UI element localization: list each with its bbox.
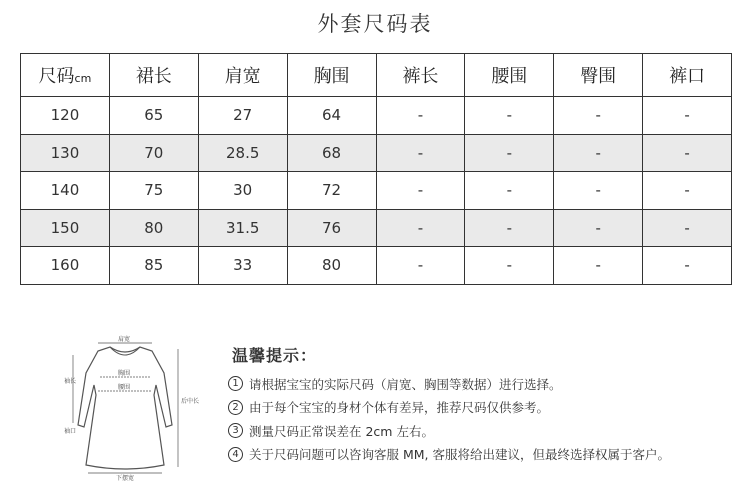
header-chest: 胸围 [287,54,376,97]
header-shoulder: 肩宽 [198,54,287,97]
back-length-label: 后中长 [181,398,200,405]
table-cell: - [643,97,732,135]
table-cell: - [643,172,732,210]
table-row [21,247,732,285]
header-size: 尺码cm [21,54,110,97]
table-cell: - [376,209,465,247]
garment-measurement-diagram [60,333,200,483]
table-cell: - [376,172,465,210]
table-cell: - [465,209,554,247]
table-cell: 31.5 [198,209,287,247]
tip-item [228,443,670,467]
table-cell: - [643,247,732,285]
table-cell: - [554,209,643,247]
table-cell: - [465,172,554,210]
table-cell: - [643,209,732,247]
tip-item [228,372,670,396]
table-cell: 76 [287,209,376,247]
waist-label: 腰围 [118,384,131,391]
table-cell: 120 [21,97,110,135]
table-row [21,209,732,247]
sleeve-label: 袖长 [64,378,77,385]
hem-label: 下摆宽 [116,475,135,482]
header-dress-length: 裙长 [109,54,198,97]
chest-label: 胸围 [118,370,131,377]
table-cell: 64 [287,97,376,135]
table-cell: - [554,97,643,135]
tip-text: 关于尺码问题可以咨询客服 MM, 客服将给出建议，但最终选择权属于客户。 [249,447,670,463]
table-row [21,172,732,210]
table-cell: 150 [21,209,110,247]
table-cell: 28.5 [198,134,287,172]
header-leg-opening: 裤口 [643,54,732,97]
table-cell: 80 [109,209,198,247]
table-row [21,134,732,172]
table-cell: 72 [287,172,376,210]
size-unit: cm [74,72,92,85]
table-cell: 27 [198,97,287,135]
table-row [21,97,732,135]
tips-title: 温馨提示： [232,346,318,365]
table-cell: - [643,134,732,172]
table-cell: - [465,134,554,172]
table-cell: - [554,247,643,285]
table-cell: - [376,97,465,135]
tip-text: 由于每个宝宝的身材个体有差异，推荐尺码仅供参考。 [249,400,550,416]
circled-number-icon: 3 [228,423,243,438]
size-table [20,53,732,285]
header-waist: 腰围 [465,54,554,97]
tip-text: 请根据宝宝的实际尺码（肩宽、胸围等数据）进行选择。 [249,376,562,392]
table-cell: 33 [198,247,287,285]
table-cell: - [465,97,554,135]
dress-outline [78,347,172,469]
table-cell: 140 [21,172,110,210]
table-cell: 75 [109,172,198,210]
table-cell: 70 [109,134,198,172]
table-cell: 85 [109,247,198,285]
shoulder-label: 肩宽 [118,336,131,343]
table-cell: 65 [109,97,198,135]
cuff-label: 袖口 [64,428,77,435]
table-cell: - [554,172,643,210]
tips-list [228,372,670,466]
table-cell: 30 [198,172,287,210]
tip-item [228,419,670,443]
tip-text: 测量尺码正常误差在 2cm 左右。 [249,423,434,439]
circled-number-icon: 2 [228,400,243,415]
circled-number-icon: 4 [228,447,243,462]
table-cell: 130 [21,134,110,172]
table-header-row [21,54,732,97]
table-cell: - [376,247,465,285]
table-cell: 160 [21,247,110,285]
page-title: 外套尺码表 [317,12,433,36]
circled-number-icon: 1 [228,376,243,391]
table-cell: - [376,134,465,172]
header-hip: 臀围 [554,54,643,97]
table-cell: - [465,247,554,285]
table-cell: 68 [287,134,376,172]
table-cell: 80 [287,247,376,285]
tip-item [228,396,670,420]
header-pants-length: 裤长 [376,54,465,97]
table-cell: - [554,134,643,172]
